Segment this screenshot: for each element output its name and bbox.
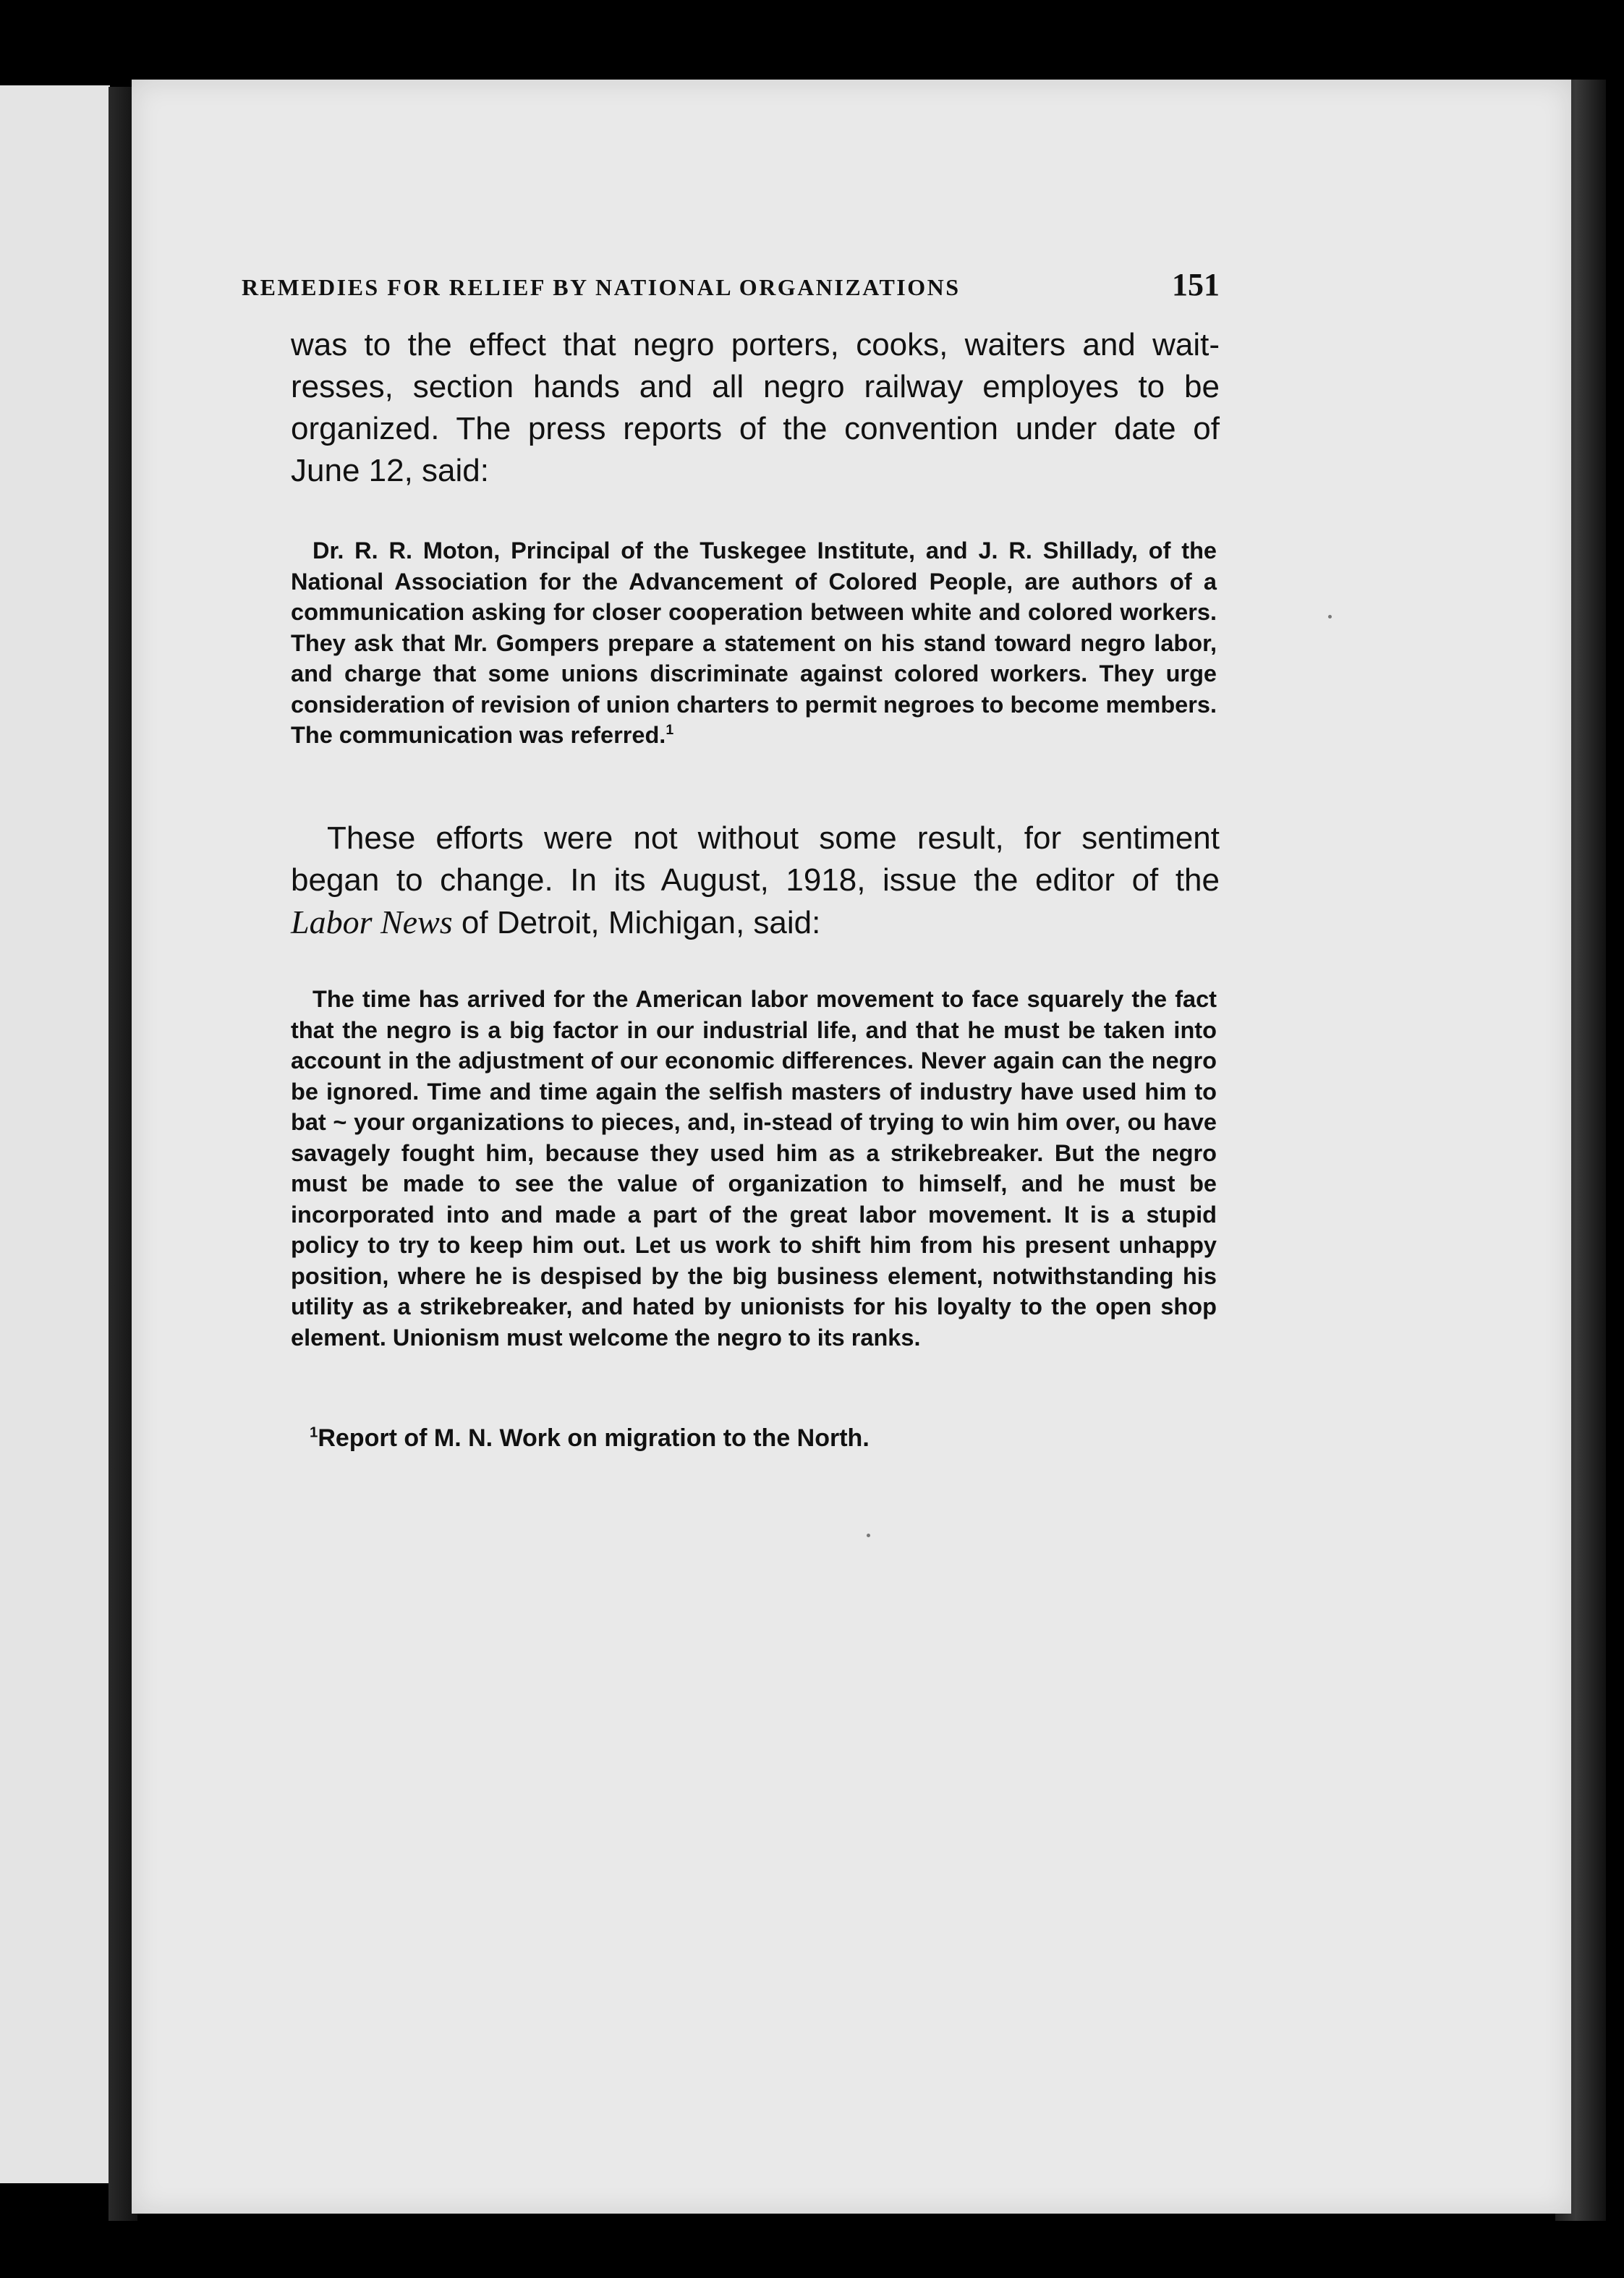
footnote-marker: 1	[310, 1424, 318, 1441]
paragraph-1: was to the effect that negro porters, cooks, waiters and wait-resses, section hands and all negro railway employes to be organized. The press reports of the convention under date of June 12, said:	[291, 327, 1220, 488]
running-title: REMEDIES FOR RELIEF BY NATIONAL ORGANIZATIONS	[242, 274, 961, 300]
publication-title: Labor News	[291, 904, 453, 940]
paragraph-2	[291, 817, 1220, 944]
paragraph-text-after: of Detroit, Michigan, said:	[452, 905, 821, 940]
paragraph-text-before: These efforts were not without some result, for sentiment began to change. In its August, 1918, issue the editor of the	[291, 820, 1220, 898]
facing-page-edge	[0, 85, 110, 2183]
running-head	[242, 266, 1220, 303]
quote-text: Dr. R. R. Moton, Principal of the Tuskegee Institute, and J. R. Shillady, of the National Association for the Advancement of Colored People, are authors of a communication asking for closer cooperation between white and colored workers. They ask that Mr. Gompers prepare a statement on his stand toward negro labor, and charge that some unions discriminate against colored workers. They urge consideration of revision of union charters to permit negroes to become members. The communication was referred.	[291, 537, 1217, 748]
footnote	[310, 1422, 1207, 1454]
footnote-reference: 1	[666, 722, 674, 739]
quote-moton-shillady	[291, 535, 1217, 751]
footnote-text: Report of M. N. Work on migration to the North.	[318, 1424, 870, 1452]
paper-speck	[867, 1534, 870, 1537]
page-number: 151	[1172, 267, 1220, 302]
paper-speck	[1328, 615, 1332, 619]
quote-labor-news: The time has arrived for the American labor movement to face squarely the fact that the negro is a big factor in our industrial life, and that he must be taken into account in the adjustment of our economic differences. Never again can the negro be ignored. Time and time again the selfish masters of industry have used him to bat ~ your organizations to pieces, and, in-stead of trying to win him over, ou have savagely fought him, because they used him as a strikebreaker. But the negro must be made to see the value of organization to himself, and he must be incorporated into and made a part of the great labor movement. It is a stupid policy to try to keep him out. Let us work to shift him from his present unhappy position, where he is despised by the big business element, notwithstanding his utility as a strikebreaker, and hated by unionists for his loyalty to the open shop element. Unionism must welcome the negro to its ranks.	[291, 986, 1217, 1351]
